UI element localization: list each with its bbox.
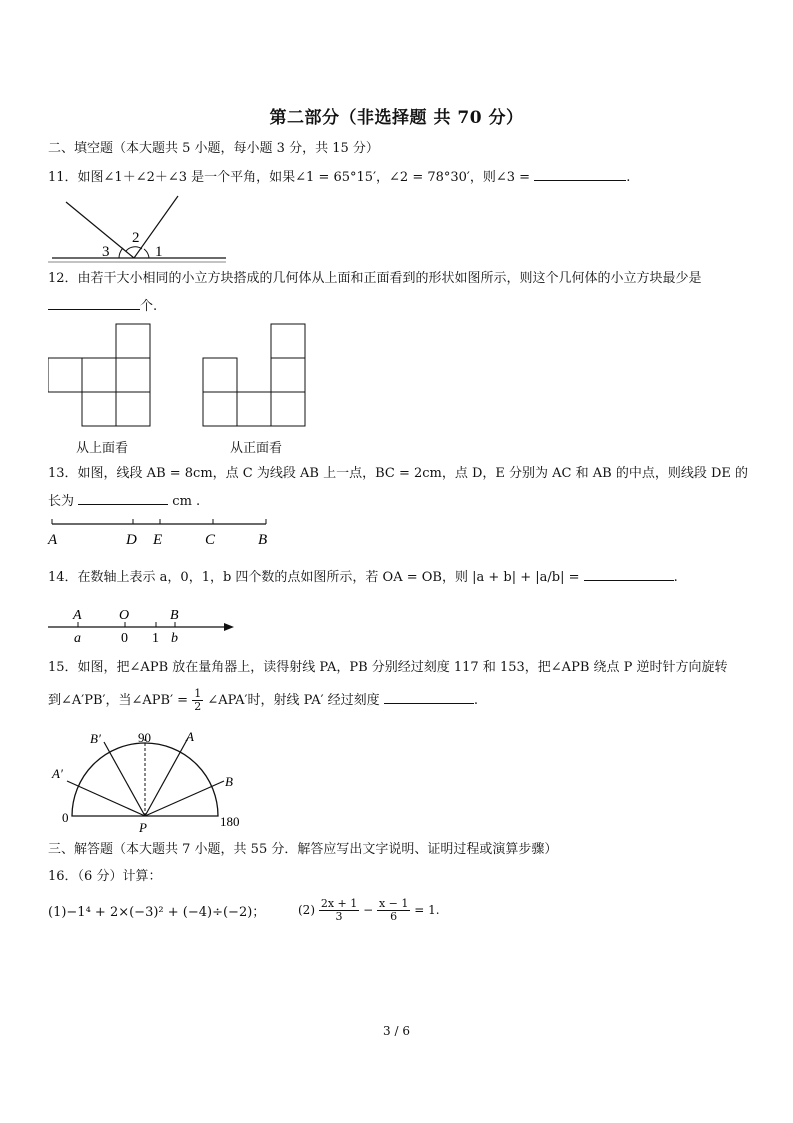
question-16-title: 16．（6 分）计算：: [48, 869, 162, 884]
value-1-label: 1: [152, 631, 159, 646]
q15-part-b: ∠APA′时，射线 PA′ 经过刻度: [207, 693, 380, 708]
ray-A-prime-label: A′: [52, 766, 63, 781]
point-P-label: P: [139, 820, 147, 835]
point-C-label: C: [205, 532, 216, 548]
q11-answer-blank[interactable]: [534, 168, 626, 181]
q11-angle-figure: [48, 190, 230, 266]
value-a-label: a: [74, 631, 81, 646]
protractor-180-label: 180: [220, 814, 240, 829]
q16-tail: = 1.: [414, 903, 440, 917]
question-13-line2: [48, 492, 200, 511]
value-0-label: 0: [121, 631, 128, 646]
point-E-label: E: [153, 532, 163, 548]
value-b-label: b: [171, 631, 178, 646]
q15-protractor-figure: [44, 726, 254, 836]
question-15-line2: [48, 688, 478, 713]
q11-angle-label-2: 2: [132, 230, 140, 246]
q11-statement: 11．如图∠1＋∠2＋∠3 是一个平角，如果∠1 = 65°15′，∠2 = 78°30′，则∠3 =: [48, 170, 531, 185]
q11-angle-label-1: 1: [155, 244, 163, 260]
question-11-text: [48, 168, 630, 187]
question-12-text: 12．由若干大小相同的小立方块搭成的几何体从上面和正面看到的形状如图所示，则这个几何体的小立方块最少是: [48, 271, 702, 286]
caption-top-view: 从上面看: [76, 441, 129, 456]
q13-answer-blank[interactable]: [78, 492, 168, 505]
q11-end: .: [626, 170, 631, 185]
top-view-grid: [48, 324, 150, 426]
q15-answer-blank[interactable]: [384, 691, 474, 704]
point-O-upper: O: [119, 608, 130, 623]
q15-part-a: 到∠A′PB′，当∠APB′ =: [48, 693, 189, 708]
question-15-text: 15．如图，把∠APB 放在量角器上，读得射线 PA，PB 分别经过刻度 117 和 153，把∠APB 绕点 P 逆时针方向旋转: [48, 660, 728, 675]
caption-front-view: 从正面看: [230, 441, 283, 456]
ray-A-label: A: [186, 729, 194, 744]
q15-end: .: [473, 693, 478, 708]
q16-part-1: (1)−1⁴ + 2×(−3)² + (−4)÷(−2)；: [48, 905, 266, 920]
point-A-label: A: [48, 532, 58, 548]
ray-B-prime-label: B′: [90, 731, 101, 746]
q12-views-figure: [48, 322, 308, 428]
question-14-text: [48, 568, 678, 587]
q14-end: .: [673, 570, 678, 585]
page-title: 第二部分（非选择题 共 70 分）: [269, 108, 524, 128]
section-heading-answer: 三、解答题（本大题共 7 小题，共 55 分．解答应写出文字说明、证明过程或演算步骤）: [48, 842, 558, 857]
point-B-label: B: [258, 532, 268, 548]
q16-part-2: [298, 898, 440, 923]
point-B-upper: B: [170, 608, 179, 623]
q14-number-line-figure: [44, 606, 244, 646]
question-13-text: 13．如图，线段 AB = 8cm，点 C 为线段 AB 上一点，BC = 2cm，点 D，E 分别为 AC 和 AB 的中点，则线段 DE 的: [48, 466, 749, 481]
q16-fraction-2: $\frac{x - 1}{6}$: [378, 897, 409, 923]
point-D-label: D: [126, 532, 137, 548]
ray-B-label: B: [225, 774, 233, 789]
q16-fraction-1: $\frac{2x + 1}{3}$: [320, 897, 358, 923]
question-12-answer-line: [48, 297, 157, 316]
q12-answer-blank[interactable]: [48, 297, 140, 310]
q15-half-fraction: $\frac{1}{2}$: [194, 687, 202, 713]
q12-unit: 个.: [140, 299, 158, 314]
q11-angle-label-3: 3: [102, 244, 110, 260]
q16-part-2-prefix: (2): [298, 903, 315, 917]
q13-segment-figure: [44, 514, 276, 550]
section-heading-fill-in: 二、填空题（本大题共 5 小题，每小题 3 分，共 15 分）: [48, 141, 379, 156]
q16-minus: −: [363, 903, 374, 917]
front-view-grid: [203, 324, 305, 426]
protractor-90-label: 90: [138, 730, 151, 745]
q13-prefix: 长为: [48, 494, 75, 509]
page-number: 3 / 6: [383, 1024, 410, 1038]
protractor-0-label: 0: [62, 810, 69, 825]
q14-answer-blank[interactable]: [584, 568, 674, 581]
q14-statement: 14．在数轴上表示 a，0，1，b 四个数的点如图所示，若 OA = OB，则 |a + b| + |a/b| =: [48, 570, 580, 585]
q13-unit: cm .: [172, 494, 201, 509]
point-A-upper: A: [73, 608, 82, 623]
